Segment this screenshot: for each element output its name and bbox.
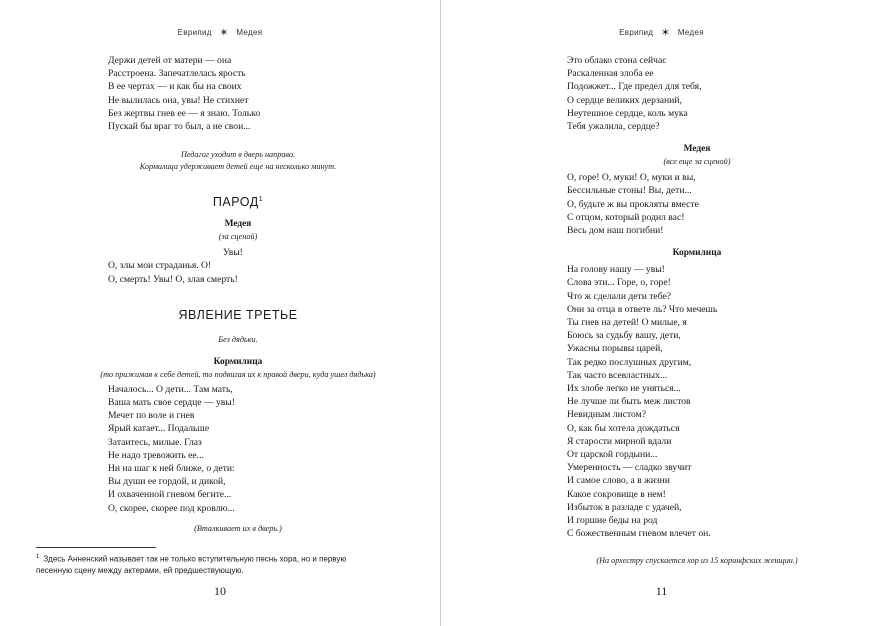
verse-line: Боюсь за судьбу вашу, дети, — [567, 330, 681, 342]
verse-block — [108, 383, 368, 515]
verse-line: Держи детей от матери — она — [108, 55, 232, 66]
footnote-text: Здесь Анненский называет так не только вступительную песнь хора, но и первую песенную сцену между актерами, ей предшествующую. — [36, 554, 347, 576]
verse-line: Это облако стона сейчас — [567, 55, 667, 66]
right-page — [442, 0, 881, 626]
footnote-rule — [36, 547, 156, 548]
verse-block — [567, 263, 827, 540]
stage-direction-line: Педагог уходит в дверь направо. — [180, 150, 296, 160]
verse-line: Они за отца в ответе ль? Что мечешь — [567, 303, 718, 315]
verse-line: Ни на шаг к ней ближе, о дети: — [108, 463, 235, 475]
verse-line: С отцом, который родил вас! — [567, 211, 685, 223]
verse-line: О сердце великих дерзаний, — [567, 94, 682, 106]
verse-line: С божественным гневом влечет он. — [567, 528, 711, 540]
verse-line: В ее чертах — и как бы на своих — [108, 81, 242, 93]
verse-line: О, как бы хотела дождаться — [567, 422, 680, 434]
verse-line: Ты гнев на детей! О милые, я — [567, 317, 687, 329]
star-icon: ✶ — [660, 27, 671, 39]
verse-line: Не лучше ли быть меж листов — [567, 396, 691, 408]
speaker-name: Кормилица — [213, 356, 263, 367]
verse-line: Что ж сделали дети тебе? — [567, 290, 671, 302]
speaker-note: (за сценой) — [218, 232, 258, 242]
verse-line: Не надо тревожить ее... — [108, 449, 204, 461]
verse-line: И горшие беды на род — [567, 515, 658, 527]
running-head-author: Еврипид — [619, 28, 654, 37]
footnote-mark: 1 — [36, 554, 40, 560]
running-head-title: Медея — [236, 28, 263, 37]
act-heading: ЯВЛЕНИЕ ТРЕТЬЕ — [178, 307, 298, 322]
left-page — [0, 0, 440, 626]
verse-line: Какое сокровище в нем! — [567, 488, 666, 500]
verse-line: Без жертвы гнев ее — я знаю. Только — [108, 107, 261, 119]
verse-line: О, горе! О, муки! О, муки и вы, — [567, 172, 696, 184]
verse-line: Слова эти... Горе, о, горе! — [567, 277, 671, 289]
verse-line: Так редко послушных другим, — [567, 356, 692, 368]
verse-line: Ярый катает... Подальше — [108, 423, 210, 435]
speaker-name: Кормилица — [672, 248, 722, 259]
verse-line: Бессильные стоны! Вы, дети... — [567, 185, 692, 197]
stage-direction: (На орхестру спускается хор из 15 коринфских женщин.) — [596, 555, 798, 565]
running-head-title: Медея — [677, 28, 704, 37]
verse-line: Ваша мать свое сердце — увы! — [108, 397, 235, 409]
verse-line: Не вылилась она, увы! Не стихнет — [108, 94, 249, 106]
verse-line: О, смерть! Увы! О, злая смерть! — [108, 273, 238, 285]
verse-line: И охваченной гневом бегите... — [108, 489, 232, 501]
page-number-right: 11 — [655, 584, 668, 598]
running-head-author: Еврипид — [177, 28, 212, 37]
verse-block — [108, 54, 368, 133]
right-content — [567, 54, 827, 567]
verse-line: Избыток в разладе с удачей, — [567, 501, 682, 513]
parod-heading-text: ПАРОД — [212, 195, 259, 210]
verse-block — [567, 171, 827, 237]
verse-line: Затаитесь, милые. Глаз — [108, 436, 202, 448]
star-icon: ✶ — [219, 27, 229, 39]
verse-line: И самое слово, а в жизни — [567, 475, 670, 487]
verse-line: Их злобе легко не уняться... — [567, 383, 681, 395]
verse-line: Я старости мирной вдали — [567, 435, 672, 447]
verse-line: Ужасны порывы царей, — [567, 343, 663, 355]
verse-line: Весь дом наш погибни! — [567, 225, 664, 237]
verse-line: Раскаленная злоба ее — [567, 68, 654, 80]
verse-block — [567, 54, 827, 133]
stage-direction: Без дядьки. — [218, 334, 258, 344]
verse-block — [108, 246, 368, 286]
verse-line: Расстроена. Запечатлелась ярость — [108, 68, 246, 80]
page-number-left: 10 — [214, 584, 226, 598]
stage-direction: (Вталкивает их в дверь.) — [194, 523, 282, 533]
speaker-note: (то прижимая к себе детей, то подвигая их к правой двери, куда ушел дядька) — [100, 369, 376, 379]
verse-line: Умеренность — сладко звучит — [567, 462, 692, 474]
verse-line: От царской гордыни... — [567, 449, 658, 461]
parod-heading — [108, 195, 368, 209]
stage-direction — [58, 149, 418, 173]
speaker-name: Медея — [224, 219, 252, 230]
verse-line: О, будьте ж вы прокляты вместе — [567, 198, 699, 210]
speaker-note: (все еще за сценой) — [663, 157, 731, 167]
verse-line: Так часто всевластных... — [567, 369, 668, 381]
verse-line: Вы души ее гордой, и дикой, — [108, 476, 226, 488]
verse-line: О, злы мои страданья. О! — [108, 260, 212, 272]
verse-line: Пускай бы враг то был, а не свои... — [108, 121, 251, 133]
verse-line: На голову нашу — увы! — [567, 264, 665, 276]
footnote — [36, 552, 381, 577]
verse-line: Началось... О дети... Там мать, — [108, 383, 233, 395]
stage-direction-line: Кормилица удерживает детей еще на несколько минут. — [139, 162, 337, 172]
verse-line: О, скорее, скорее под кровлю... — [108, 502, 235, 514]
footnote-ref[interactable]: 1 — [258, 196, 264, 204]
left-content — [100, 54, 376, 535]
verse-line: Невидным листом? — [567, 409, 646, 421]
running-head-right — [442, 25, 881, 38]
verse-line: Мечет по воле и гнев — [108, 410, 195, 422]
verse-line: Неутешное сердце, коль мука — [567, 107, 688, 119]
gutter-divider — [440, 0, 441, 626]
speaker-name: Медея — [683, 144, 711, 155]
verse-line: Тебя ужалила, сердце? — [567, 121, 660, 133]
verse-line: Подожжет... Где предел для тебя, — [567, 81, 702, 93]
verse-line: Увы! — [223, 247, 243, 259]
running-head-left — [0, 25, 440, 38]
